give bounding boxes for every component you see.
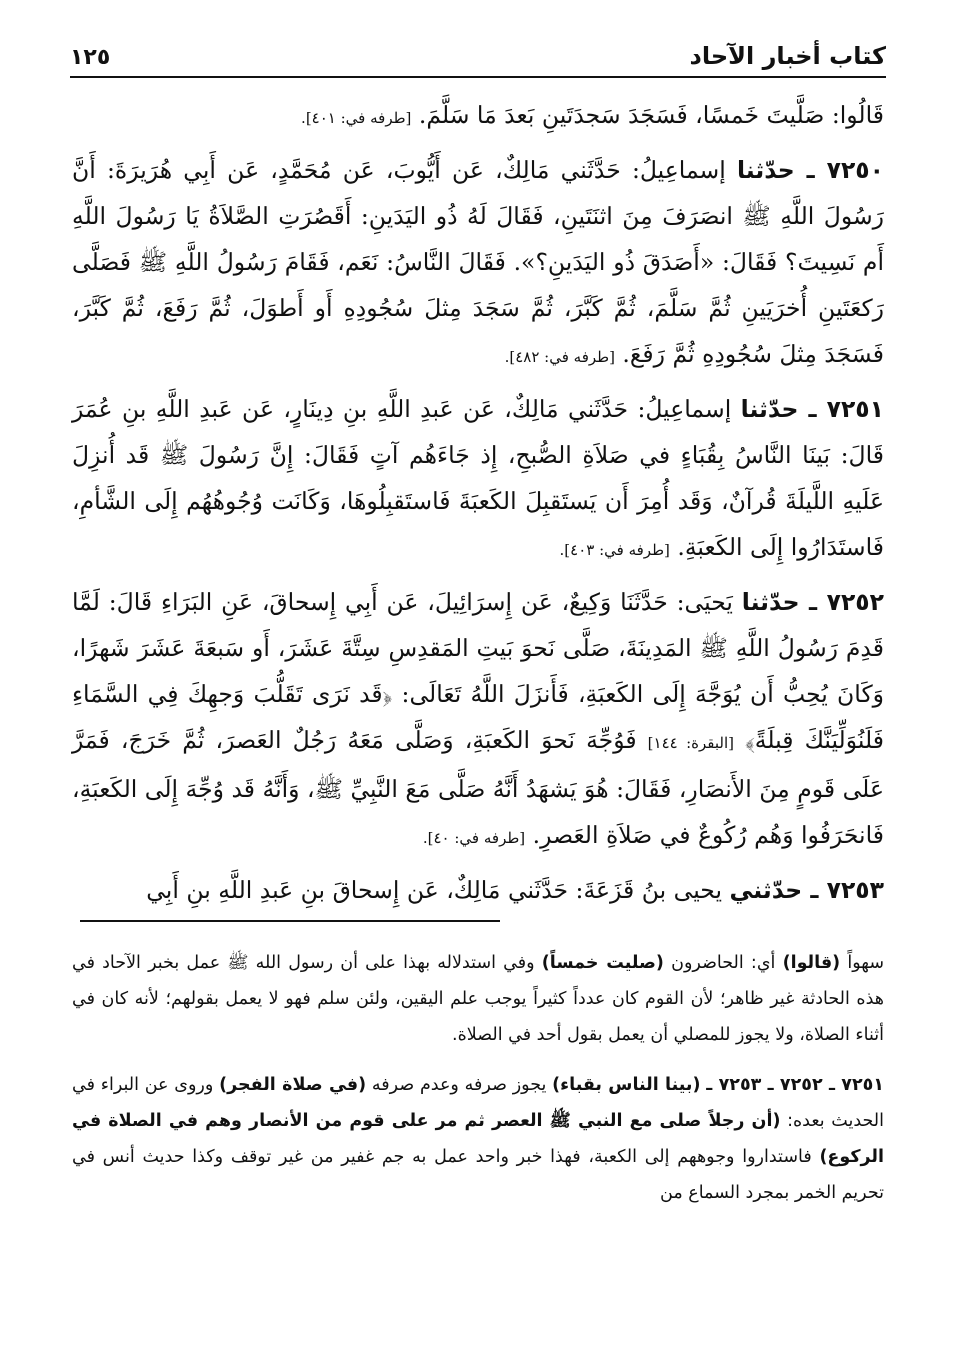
hadith-number: ٧٢٥٠ ـ حدّثنا: [736, 156, 884, 184]
hadith-number: ٧٢٥١ ـ حدّثنا: [740, 395, 884, 423]
note-bold: (أن رجلاً صلى مع النبي ﷺ العصر ثم مر على قوم من الأنصار وهم في الصلاة في الركوع): [72, 1111, 884, 1167]
hadith-text: يَحيَى: حَدَّثَنَا وَكِيعٌ، عَن إِسرَائِيلَ، عَن أَبِي إِسحاقَ، عَنِ البَرَاءِ قَالَ: لَمَّا قَدِمَ رَسُولُ اللَّهِ ﷺ المَدِينَةَ، صَلَّى نَحوَ بَيتِ المَقدِسِ سِتَّةَ عَشَرَ، أَو سَبعَةَ عَشَرَ شَهرًا، وَكَانَ يُحِبُّ أَن يُوَجَّهَ إِلَى الكَعبَةِ، فَأَنزَلَ اللَّهُ تَعَالَى: ﴿قَد نَرَى تَقَلُّبَ وَجهِكَ فِي السَّمَاءِ فَلَنُوَلِّيَنَّكَ قِبلَةً﴾: [72, 588, 884, 754]
hadith-7250: [72, 147, 884, 380]
hadith-7251: [72, 386, 884, 573]
note-text: سهواً: [847, 953, 884, 973]
cross-reference: [طرفه في: ٤٠١].: [301, 109, 412, 127]
book-title: كتاب أخبار الآحاد: [689, 42, 886, 70]
hadith-text-continued: فَوُجِّهَ نَحوَ الكَعبَةِ، وَصَلَّى مَعَهُ رَجُلٌ العَصرَ، ثُمَّ خَرَجَ، فَمَرَّ عَلَى قَومٍ مِنَ الأَنصَارِ، فَقَالَ: هُوَ يَشهَدُ أَنَّهُ صَلَّى مَعَ النَّبِيِّ ﷺ، وَأَنَّهُ قَد وُجِّهَ إِلَى الكَعبَةِ، فَانحَرَفُوا وَهُم رُكُوعٌ في صَلاَةِ العَصرِ.: [72, 726, 884, 849]
main-text: [72, 92, 884, 919]
note-bold: (صليت خمساً): [541, 953, 664, 973]
note-text: أي: الحاضرون: [671, 953, 776, 973]
paragraph-text: قَالُوا: صَلَّيتَ خَمسًا، فَسَجَدَ سَجدَتَينِ بَعدَ مَا سَلَّمَ.: [418, 101, 884, 129]
note-text: فاستداروا وجوههم إلى الكعبة، فهذا خبر واحد عمل به جم غفير من غير توقف وكذا حديث أنس في تحريم الخمر بمجرد السماع من: [72, 1147, 884, 1203]
note-text: يجوز صرفه وعدم صرفه: [371, 1075, 547, 1095]
paragraph-continuation: [72, 92, 884, 141]
note-bold: (بينا الناس بقباء): [552, 1075, 701, 1095]
note-bold: (في صلاة الفجر): [219, 1075, 367, 1095]
page-number: ١٢٥: [70, 45, 111, 70]
footnote-divider: [80, 920, 500, 922]
page-header: [70, 30, 886, 78]
commentary-notes: [72, 945, 884, 1225]
note-text: وفي استدلاله بهذا على أن رسول الله ﷺ عمل بخبر الآحاد في هذه الحادثة غير ظاهر؛ لأن القوم كان عدداً كثيراً يوجب علم اليقين، ولئن سلم فهو لا يعمل بقولهم؛ لأنه كان في أثناء الصلاة، ولا يجوز للمصلي أن يعمل بقول أحد في الصلاة.: [72, 953, 884, 1045]
hadith-number: ٧٢٥٣ ـ حدّثني: [729, 876, 884, 904]
cross-reference: [طرفه في: ٤٠٣].: [559, 541, 670, 559]
note-bold: (قالوا): [782, 953, 841, 973]
note-text: وروى عن البراء في الحديث بعده:: [72, 1075, 884, 1131]
hadith-7252: [72, 579, 884, 861]
note-1: [72, 945, 884, 1053]
hadith-number: ٧٢٥٢ ـ حدّثنا: [741, 588, 884, 616]
note-2: [72, 1067, 884, 1211]
quran-reference: [البقرة: ١٤٤]: [647, 734, 734, 752]
cross-reference: [طرفه في: ٤٨٢].: [504, 348, 615, 366]
cross-reference: [طرفه في: ٤٠].: [422, 829, 526, 847]
hadith-text: يحيى بنُ قَزَعَةَ: حَدَّثَني مَالِكٌ، عَن إِسحاقَ بنِ عَبدِ اللَّهِ بنِ أَبِي: [146, 876, 723, 904]
hadith-text: إسماعِيلُ: حَدَّثَني مَالِكٌ، عَن أَيُّوبَ، عَن مُحَمَّدٍ، عَن أَبِي هُرَيرَةَ: أَنَّ رَسُولَ اللَّهِ ﷺ انصَرَفَ مِنَ اثنَتَينِ، فَقَالَ لَهُ ذُو اليَدَينِ: أَقَصُرَتِ الصَّلاَةُ يَا رَسُولَ اللَّهِ أَم نَسِيتَ؟ فَقَالَ: «أَصَدَقَ ذُو اليَدَينِ؟». فَقَالَ النَّاسُ: نَعَم، فَقَامَ رَسُولُ اللَّهِ ﷺ فَصَلَّى رَكعَتَينِ أُخرَيَينِ ثُمَّ سَلَّمَ، ثُمَّ كَبَّرَ، ثُمَّ سَجَدَ مِثلَ سُجُودِهِ أَو أَطوَلَ، ثُمَّ رَفَعَ، ثُمَّ كَبَّرَ، فَسَجَدَ مِثلَ سُجُودِهِ ثُمَّ رَفَعَ.: [72, 156, 884, 368]
hadith-7253: [72, 867, 884, 913]
note-numbers: ٧٢٥١ ـ ٧٢٥٢ ـ ٧٢٥٣ ـ: [706, 1075, 884, 1095]
hadith-text: إسماعِيلُ: حَدَّثَني مَالِكٌ، عَن عَبدِ اللَّهِ بنِ دِينَارٍ، عَن عَبدِ اللَّهِ بنِ عُمَرَ قَالَ: بَينَا النَّاسُ بِقُبَاءٍ في صَلاَةِ الصُّبحِ، إِذ جَاءَهُم آتٍ فَقَالَ: إِنَّ رَسُولَ ﷺ قَد أُنزِلَ عَلَيهِ اللَّيلَةَ قُرآنٌ، وَقَد أُمِرَ أَن يَستَقبِلَ الكَعبَةَ فَاستَقبِلُوهَا، وَكَانَت وُجُوهُهُم إِلَى الشَّأمِ، فَاستَدَارُوا إِلَى الكَعبَةِ.: [72, 395, 884, 561]
